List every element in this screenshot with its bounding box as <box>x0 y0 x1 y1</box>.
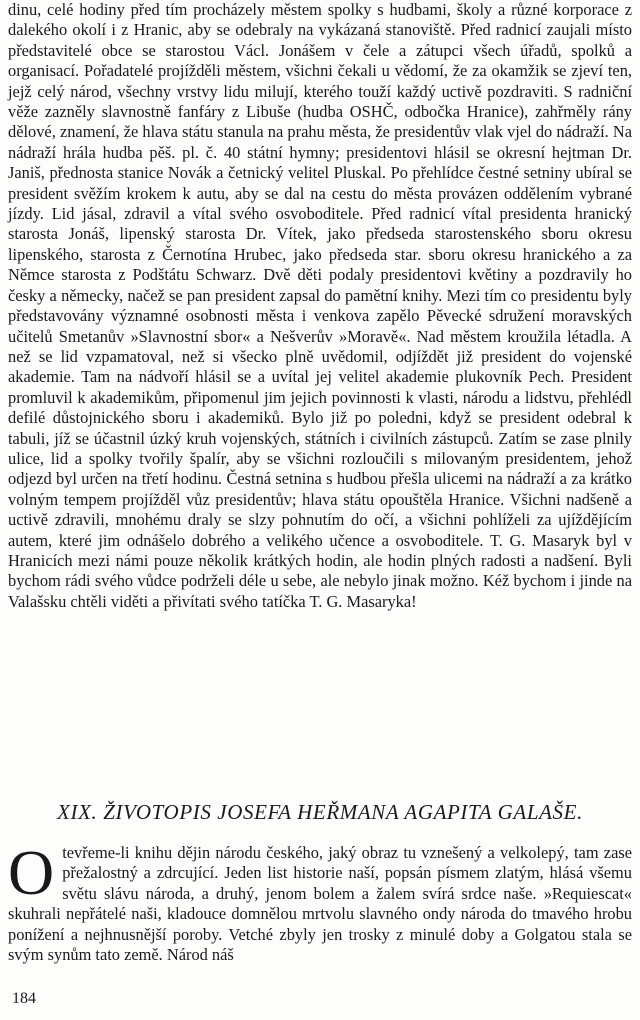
page-number: 184 <box>12 990 36 1007</box>
chapter-heading: XIX. ŽIVOTOPIS JOSEFA HEŘMANA AGAPITA GALAŠE. <box>57 800 583 824</box>
body-paragraph: dinu, celé hodiny před tím procházely městem spolky s hudbami, školy a různé korporace z dalekého okolí i z Hranic, aby se odebraly na vykázaná stanoviště. Před radnicí zaujali místo představitelé obce se starostou Václ. Jonášem v čele a zátupci všech úřadů, spolků a organisací. Pořadatelé projížděli městem, všichni čekali u vědomí, že za okamžik se zjeví ten, jejž celý národ, všechny vrstvy lidu milují, kterého touží každý uctivě pozdraviti. S radniční věže zazněly slavnostně fanfáry z Libuše (hudba OSHČ, odbočka Hranice), zahřměly rány dělové, znamení, že hlava státu stanula na prahu města, že presidentův vlak vjel do nádraží. Na nádraží hrála hudba pěš. pl. č. 40 státní hymny; presidentovi hlásil se okresní hejtman Dr. Janiš, přednosta stanice Novák a četnický velitel Pluskal. Po přehlídce čestné setniny ubíral se president svěžím krokem k autu, aby se dal na cestu do města provázen oddělením vybrané jízdy. Lid jásal, zdravil a vítal svého osvoboditele. Před radnicí vítal presidenta hranický starosta Jonáš, lipenský starosta Dr. Vítek, jako předseda starostenského sboru okresu lipenského, starosta z Černotína Hrubec, jako předseda star. sboru okresu hranického a za Němce starosta z Podštátu Schwarz. Dvě děti podaly presidentovi květiny a pozdravily ho česky a německy, načež se pan president zapsal do pamětní knihy. Mezi tím co presidentu byly představovány významné osobnosti města i venkova zapělo Pěvecké sdružení moravských učitelů Smetanův »Slavnostní sbor« a Nešverův »Moravě«. Nad městem kroužila létadla. A než se lid vzpamatoval, než si všecko plně uvědomil, odjíždět již president do vojenské akademie. Tam na nádvoří hlásil se a uvítal jej velitel akademie plukovník Pech. President promluvil k akademikům, připomenul jim jejich povinnosti k vlasti, národu a lidstvu, přehlédl defilé důstojnického sboru i akademiků. Bylo již po poledni, když se president odebral k tabuli, jíž se účastnil úzký kruh vojenských, státních i civilních zástupců. Zatím se zase plnily ulice, lid a spolky tvořily špalír, aby se všichni rozloučili s milovaným presidentem, jehož odjezd byl určen na třetí hodinu. Čestná setnina s hudbou přešla ulicemi na nádraží a za krátko volným tempem projížděl vůz presidentův; hlava státu opouštěla Hranice. Všichni nadšeně a uctivě zdravili, mnohému draly se slzy pohnutím do očí, a všichni pohlíželi za ujíždějícím autem, které jim odnášelo dobrého a velikého učence a osvoboditele. T. G. Masaryk byl v Hranicích mezi námi pouze několik krátkých hodin, ale hodin plných radosti a nadšení. Byli bychom rádi svého vůdce podrželi déle u sebe, ale nebylo jinak možno. Kéž bychom i jinde na Valašsku chtěli viděti a přivítati svého tatíčka T. G. Masaryka! <box>8 0 632 611</box>
drop-cap: O <box>8 837 55 908</box>
chapter-opening-paragraph <box>8 837 632 965</box>
chapter-body-text: tevřeme-li knihu dějin národu českého, jaký obraz tu vznešený a velkolepý, tam zase přežalostný a zdrcující. Jeden list historie naší, popsán písmem zlatým, hlásá všemu světu slávu národa, a druhý, jenom bolem a žalem svírá srdce naše. »Requiescat« skuhrali nepřátelé naši, kladouce domnělou mrtvolu slavného ondy národa do tmavého hrobu ponížení a nejhnusnější poroby. Vetché zbyly jen trosky z minulé doby a Golgatou stala se svým synům tato země. Národ náš <box>8 843 632 965</box>
